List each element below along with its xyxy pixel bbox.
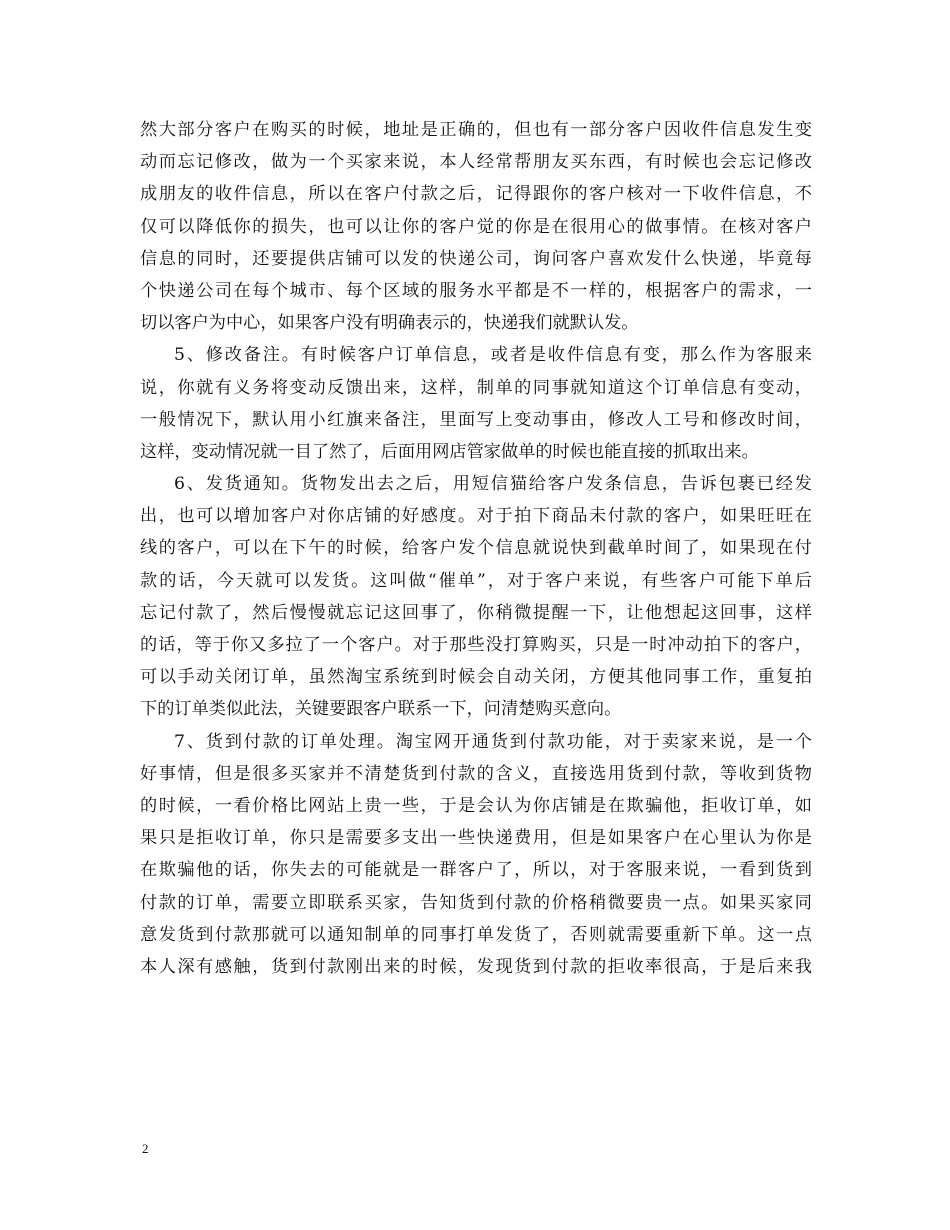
text-line: 付款的订单，需要立即联系买家，告知货到付款的价格稍微要贵一点。如果买家同 (140, 892, 812, 913)
text-line: 下的订单类似此法，关键要跟客户联系一下，问清楚购买意向。 (140, 699, 622, 720)
text-line: 信息的同时，还要提供店铺可以发的快递公司，询问客户喜欢发什么快递，毕竟每 (140, 248, 812, 269)
text-line: 的时候，一看价格比网站上贵一些，于是会认为你店铺是在欺骗他，拒收订单，如 (140, 795, 812, 816)
text-line: 线的客户，可以在下午的时候，给客户发个信息就说快到截单时间了，如果现在付 (140, 538, 812, 559)
text-line: 在欺骗他的话，你失去的可能就是一群客户了，所以，对于客服来说，一看到货到 (140, 860, 812, 881)
text-line: 动而忘记修改，做为一个买家来说，本人经常帮朋友买东西，有时候也会忘记修改 (140, 152, 812, 173)
text-line: 7、货到付款的订单处理。淘宝网开通货到付款功能，对于卖家来说，是一个 (174, 731, 812, 752)
page-number: 2 (142, 1141, 149, 1156)
text-line: 切以客户为中心，如果客户没有明确表示的，快递我们就默认发。 (140, 313, 639, 334)
text-line: 款的话，今天就可以发货。这叫做“催单”，对于客户来说，有些客户可能下单后 (140, 570, 812, 591)
text-line: 仅可以降低你的损失，也可以让你的客户觉的你是在很用心的做事情。在核对客户 (140, 216, 812, 237)
text-line: 本人深有感触，货到付款刚出来的时候，发现货到付款的拒收率很高，于是后来我 (140, 956, 812, 977)
text-line: 可以手动关闭订单，虽然淘宝系统到时候会自动关闭，方便其他同事工作，重复拍 (140, 667, 812, 688)
text-line: 说，你就有义务将变动反馈出来，这样，制单的同事就知道这个订单信息有变动， (140, 377, 812, 398)
text-line: 一般情况下，默认用小红旗来备注，里面写上变动事由，修改人工号和修改时间， (140, 409, 812, 430)
text-line: 个快递公司在每个城市、每个区域的服务水平都是不一样的，根据客户的需求，一 (140, 280, 812, 301)
text-line: 果只是拒收订单，你只是需要多支出一些快递费用，但是如果客户在心里认为你是 (140, 828, 812, 849)
text-line: 5、修改备注。有时候客户订单信息，或者是收件信息有变，那么作为客服来 (174, 345, 812, 366)
text-line: 忘记付款了，然后慢慢就忘记这回事了，你稍微提醒一下，让他想起这回事，这样 (140, 602, 812, 623)
text-line: 的话，等于你又多拉了一个客户。对于那些没打算购买，只是一时冲动拍下的客户， (140, 635, 812, 655)
text-line: 这样，变动情况就一目了然了，后面用网店管家做单的时候也能直接的抓取出来。 (140, 441, 759, 462)
text-line: 出，也可以增加客户对你店铺的好感度。对于拍下商品未付款的客户，如果旺旺在 (140, 506, 812, 527)
text-line: 意发货到付款那就可以通知制单的同事打单发货了，否则就需要重新下单。这一点 (140, 924, 812, 945)
text-line: 好事情，但是很多买家并不清楚货到付款的含义，直接选用货到付款，等收到货物 (140, 763, 812, 784)
text-line: 然大部分客户在购买的时候，地址是正确的，但也有一部分客户因收件信息发生变 (140, 120, 812, 140)
text-line: 6、发货通知。货物发出去之后，用短信猫给客户发条信息，告诉包裹已经发 (174, 474, 812, 495)
text-line: 成朋友的收件信息，所以在客户付款之后，记得跟你的客户核对一下收件信息，不 (140, 184, 812, 205)
document-body (140, 114, 812, 983)
